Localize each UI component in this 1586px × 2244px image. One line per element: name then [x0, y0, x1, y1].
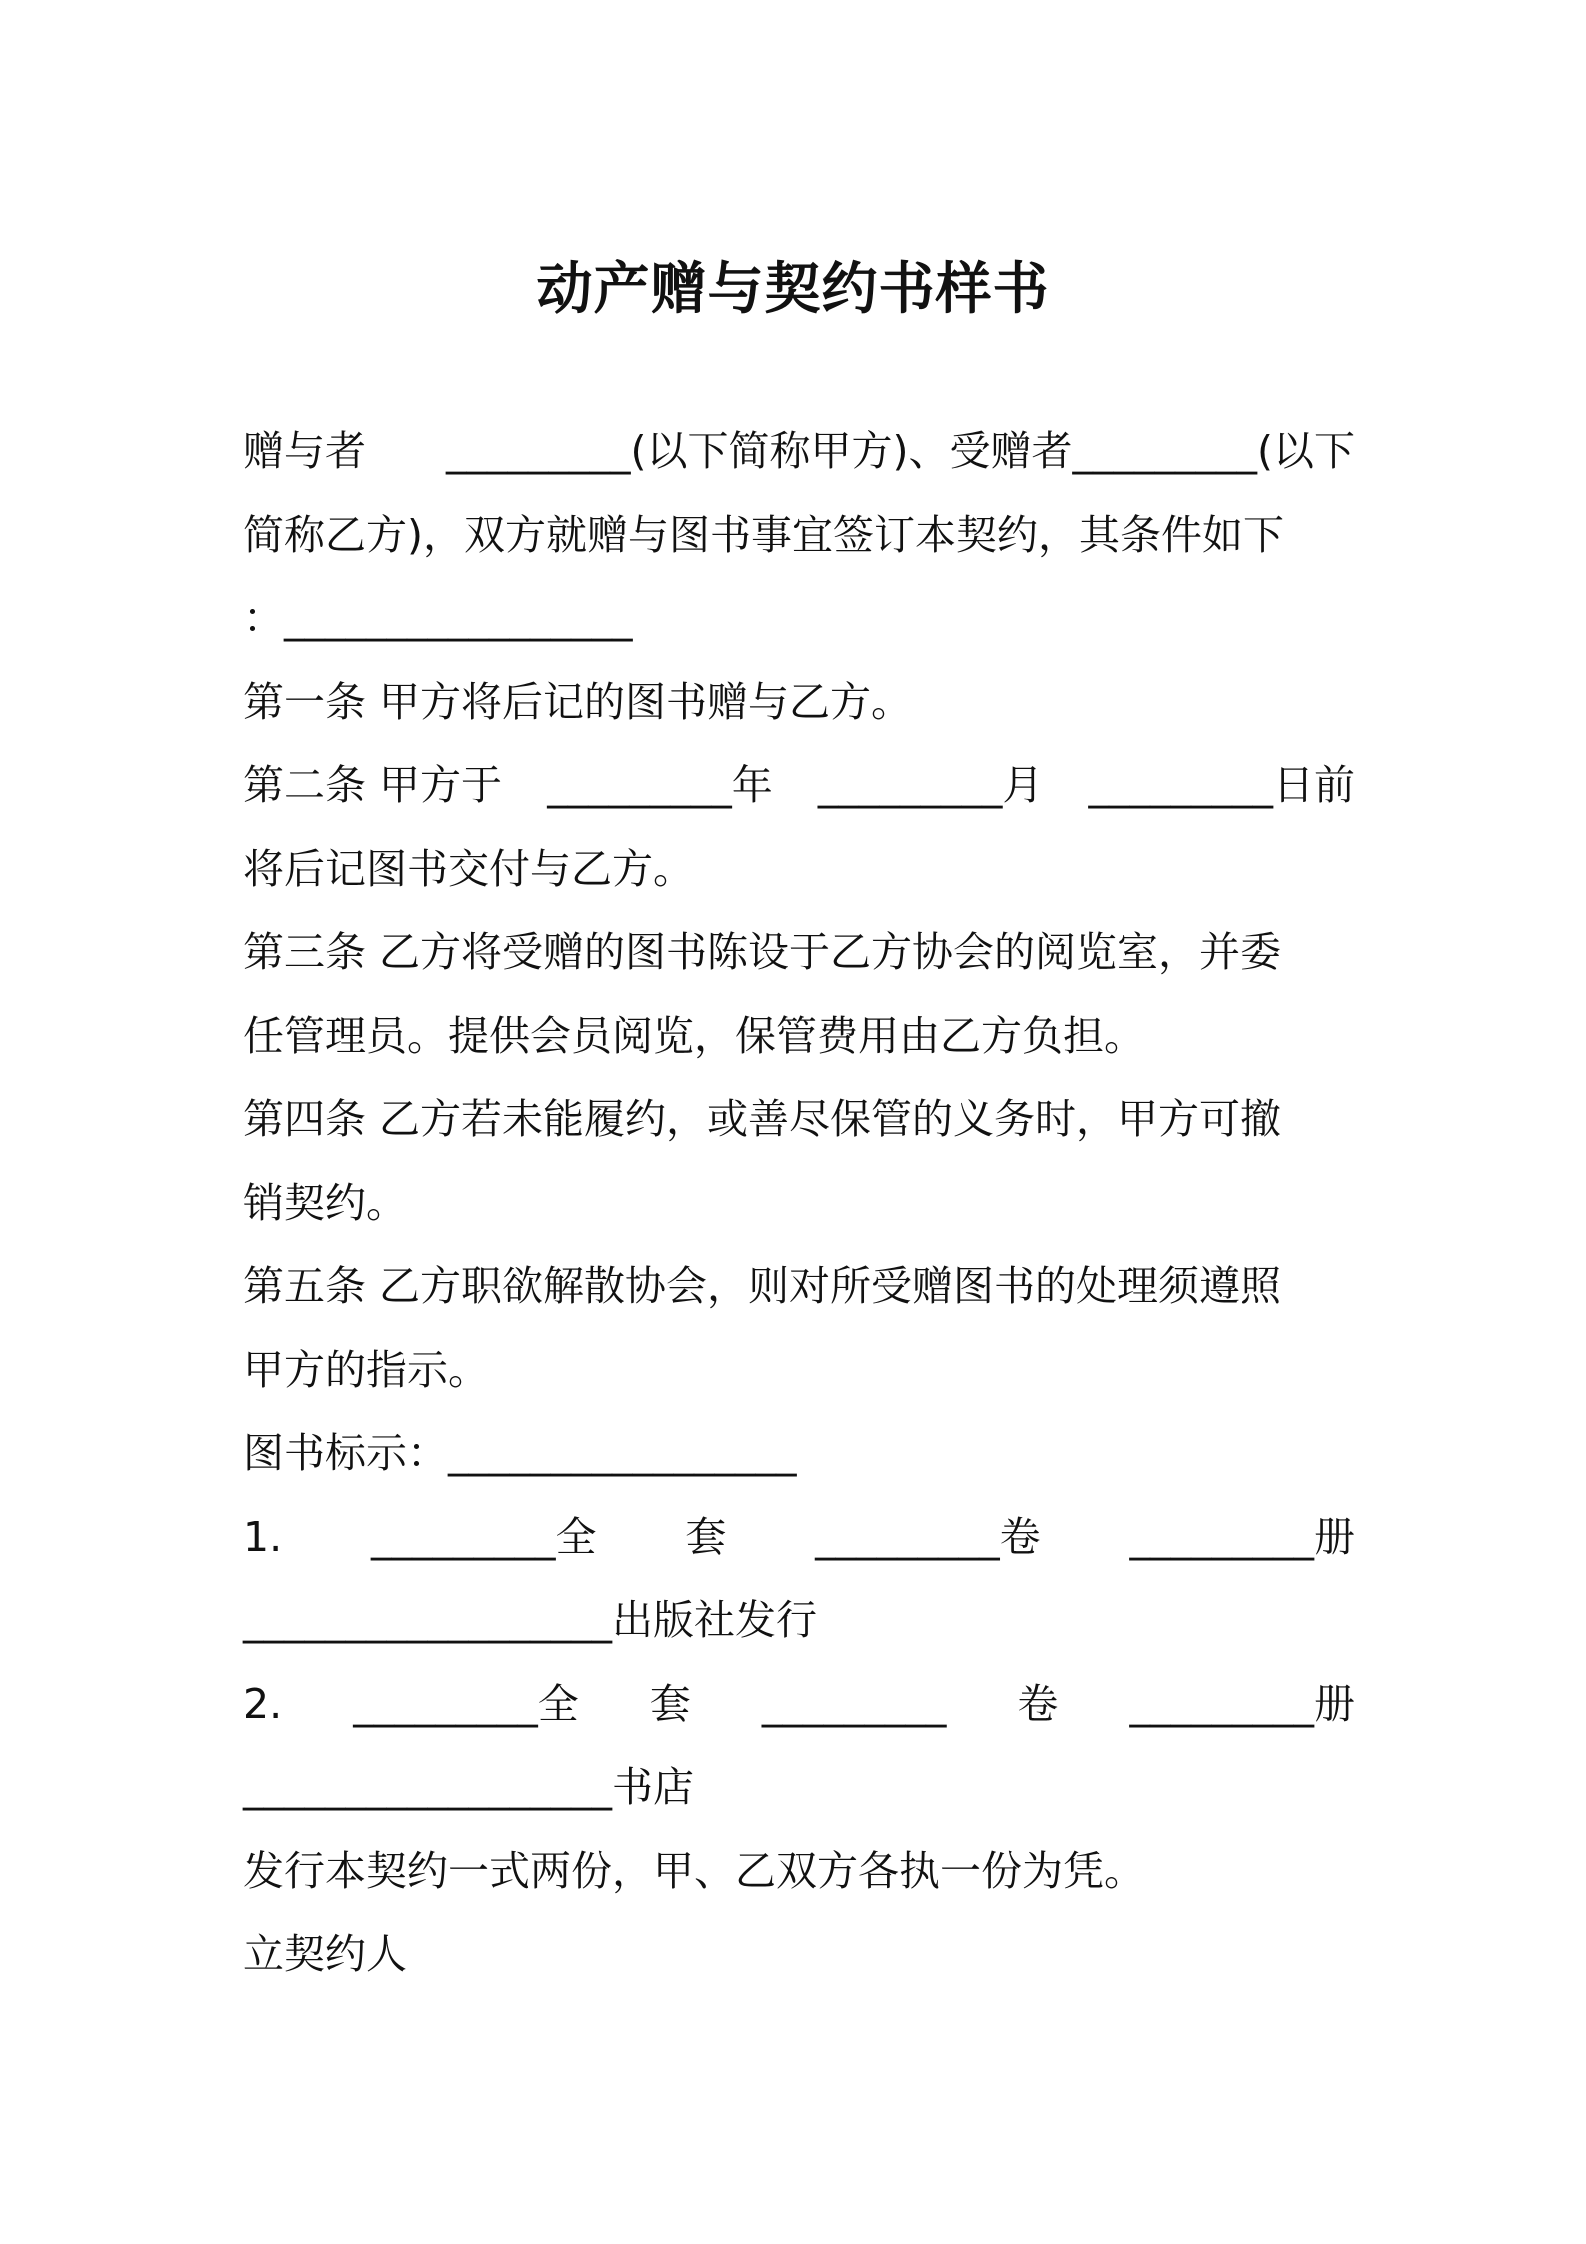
text-segment: ：_________________	[243, 594, 633, 642]
text-segment: 将后记图书交付与乙方。	[243, 844, 694, 893]
text-segment: 套	[685, 1512, 727, 1561]
book-item-2	[243, 1663, 1355, 1747]
paragraph-line	[243, 1162, 1355, 1246]
text-segment: _________册	[1129, 1679, 1355, 1728]
text-segment: __________________书店	[243, 1763, 694, 1811]
text-segment: 第五条 乙方职欲解散协会，则对所受赠图书的处理须遵照	[243, 1262, 1282, 1310]
book-list-label	[243, 1412, 1355, 1496]
text-segment: 甲方的指示。	[243, 1345, 489, 1394]
paragraph-line	[243, 995, 1355, 1079]
text-segment: 第四条 乙方若未能履约，或善尽保管的义务时，甲方可撤	[243, 1095, 1282, 1143]
text-segment: 2.	[243, 1679, 283, 1728]
text-segment: 赠与者	[243, 427, 366, 475]
text-segment: 套	[649, 1679, 691, 1728]
text-segment: 第一条 甲方将后记的图书赠与乙方。	[243, 677, 913, 726]
text-segment: 图书标示：_________________	[243, 1429, 797, 1477]
article-2	[243, 744, 1355, 828]
text-segment: _________全	[353, 1679, 579, 1728]
text-segment: 任管理员。提供会员阅览，保管费用由乙方负担。	[243, 1011, 1145, 1060]
paragraph-line	[243, 1329, 1355, 1413]
paragraph-line	[243, 1579, 1355, 1663]
text-segment: _________全	[370, 1512, 597, 1561]
text-segment: _________月	[817, 761, 1044, 809]
article-1	[243, 661, 1355, 745]
text-segment: 发行本契约一式两份，甲、乙双方各执一份为凭。	[243, 1846, 1145, 1895]
text-segment: _________卷	[815, 1512, 1041, 1561]
text-segment: _________(以下简称甲方)、受赠者_________(以下	[446, 427, 1355, 475]
text-segment: __________________出版社发行	[243, 1596, 817, 1644]
document-title: 动产赠与契约书样书	[536, 257, 1050, 322]
text-segment: 1.	[243, 1512, 283, 1561]
text-segment: 卷	[1017, 1679, 1059, 1728]
book-item-1	[243, 1496, 1355, 1580]
paragraph-line	[243, 577, 1355, 661]
paragraph-line	[243, 494, 1355, 578]
text-segment: 销契约。	[243, 1178, 407, 1227]
article-4	[243, 1078, 1355, 1162]
paragraph-line	[243, 410, 1355, 494]
paragraph-line	[243, 1746, 1355, 1830]
article-3	[243, 911, 1355, 995]
text-segment: _________日前	[1088, 761, 1355, 809]
document-body	[243, 410, 1355, 1997]
text-segment: _________	[761, 1679, 947, 1728]
text-segment: 立契约人	[243, 1930, 407, 1978]
text-segment: 第三条 乙方将受赠的图书陈设于乙方协会的阅览室，并委	[243, 928, 1282, 976]
paragraph-line	[243, 828, 1355, 912]
article-5	[243, 1245, 1355, 1329]
text-segment: 第二条 甲方于	[243, 761, 503, 809]
signatory-label	[243, 1913, 1355, 1997]
text-segment: _________年	[547, 761, 773, 809]
text-segment: 简称乙方)，双方就赠与图书事宜签订本契约，其条件如下	[243, 510, 1284, 559]
closing-clause	[243, 1830, 1355, 1914]
text-segment: _________册	[1129, 1512, 1355, 1561]
